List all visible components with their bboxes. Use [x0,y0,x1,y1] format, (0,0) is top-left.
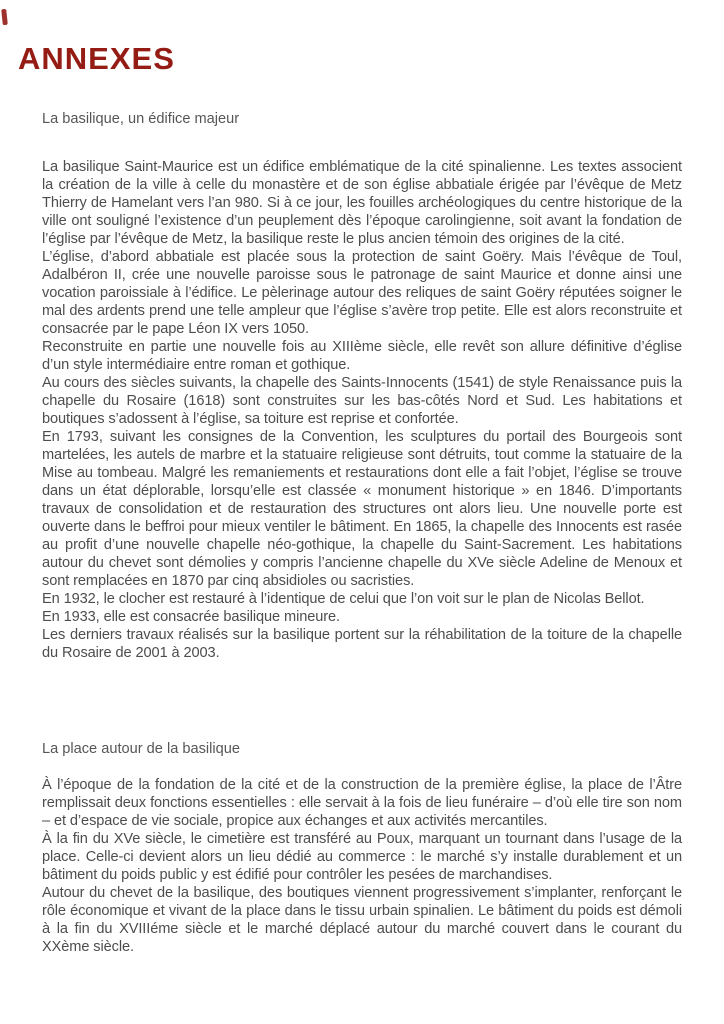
corner-accent-mark [1,9,8,25]
body-paragraph: Autour du chevet de la basilique, des boutiques viennent progressivement s’implanter, renforçant le rôle économique et vivant de la place dans le tissu urbain spinalien. Le bâtiment du poids est démoli à la fin du XVIIIéme siècle et le marché déplacé autour du marché couvert dans le courant du XXème siècle. [42,885,682,955]
section-heading-basilique: La basilique, un édifice majeur [42,111,240,127]
body-paragraph: À l’époque de la fondation de la cité et de la construction de la première église, la place de l’Âtre remplissait deux fonctions essentielles : elle servait à la fois de lieu funéraire – d’où elle tire son nom – et d’espace de vie sociale, propice aux échanges et aux activités mercantiles. [42,777,682,829]
section-body-basilique [42,158,682,662]
page-title: ANNEXES [18,41,175,76]
body-paragraph: La basilique Saint-Maurice est un édifice emblématique de la cité spinalienne. Les textes associent la création de la ville à celle du monastère et de son église abbatiale érigée par l’évêque de Metz Thierry de Hamelant vers l’an 980. Si à ce jour, les fouilles archéologiques du centre historique de la ville ont souligné l’existence d’un peuplement dès l’époque carolingienne, soit avant la fondation de l’église par l’évêque de Metz, la basilique reste le plus ancien témoin des origines de la cité. [42,159,682,247]
body-paragraph: En 1933, elle est consacrée basilique mineure. [42,609,340,625]
section-body-place [42,776,682,956]
body-paragraph: L’église, d’abord abbatiale est placée sous la protection de saint Goëry. Mais l’évêque de Toul, Adalbéron II, crée une nouvelle paroisse sous le patronage de saint Maurice et donne ainsi une vocation paroissiale à l’édifice. Le pèlerinage autour des reliques de saint Goëry réputées soigner le mal des ardents prend une telle ampleur que l’église s’avère trop petite. Elle est alors reconstruite et consacrée par le pape Léon IX vers 1050. [42,249,682,337]
body-paragraph: Au cours des siècles suivants, la chapelle des Saints-Innocents (1541) de style Renaissance puis la chapelle du Rosaire (1618) sont construites sur les bas-côtés Nord et Sud. Les habitations et boutiques s’adossent à l’église, sa toiture est reprise et confortée. [42,375,682,427]
body-paragraph: À la fin du XVe siècle, le cimetière est transféré au Poux, marquant un tournant dans l’usage de la place. Celle-ci devient alors un lieu dédié au commerce : le marché s’y installe durablement et un bâtiment du poids public y est édifié pour contrôler les pesées de marchandises. [42,831,682,883]
body-paragraph: En 1793, suivant les consignes de la Convention, les sculptures du portail des Bourgeois sont martelées, les autels de marbre et la statuaire religieuse sont détruits, tout comme la statuaire de la Mise au tombeau. Malgré les remaniements et restaurations dont elle a fait l’objet, l’église se trouve dans un état déplorable, lorsqu’elle est classée « monument historique » en 1846. D’importants travaux de consolidation et de restauration des structures ont alors lieu. Une nouvelle porte est ouverte dans le beffroi pour mieux ventiler le bâtiment. En 1865, la chapelle des Innocents est rasée au profit d’une nouvelle chapelle néo-gothique, la chapelle du Saint-Sacrement. Les habitations autour du chevet sont démolies y compris l’ancienne chapelle du XVe siècle Adeline de Menoux et sont remplacées en 1870 par cinq absidioles ou sacristies. [42,429,682,589]
section-heading-place: La place autour de la basilique [42,741,240,757]
body-paragraph: En 1932, le clocher est restauré à l’identique de celui que l’on voit sur le plan de Nicolas Bellot. [42,591,645,607]
body-paragraph: Reconstruite en partie une nouvelle fois au XIIIème siècle, elle revêt son allure définitive d’église d’un style intermédiaire entre roman et gothique. [42,339,682,373]
body-paragraph: Les derniers travaux réalisés sur la basilique portent sur la réhabilitation de la toiture de la chapelle du Rosaire de 2001 à 2003. [42,627,682,661]
